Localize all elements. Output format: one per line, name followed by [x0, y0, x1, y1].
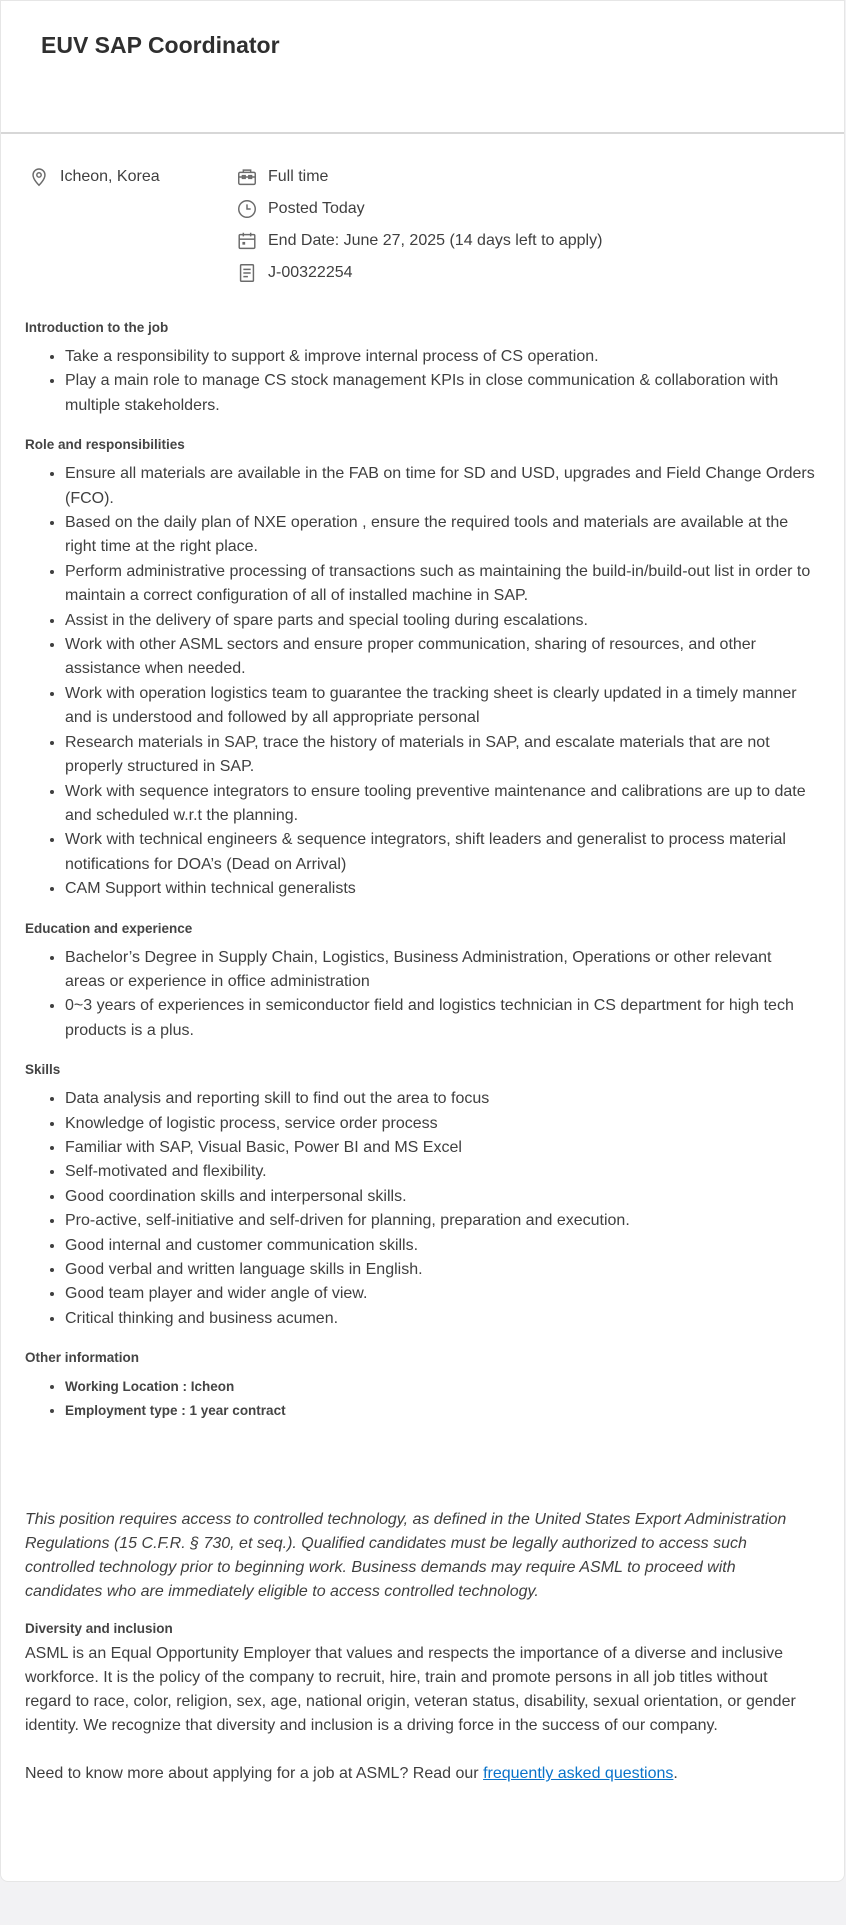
job-id-row — [236, 262, 353, 284]
list-item: • Work with other ASML sectors and ensure proper communication, sharing of resources, and other assistance when needed. — [65, 633, 815, 682]
education-heading: Education and experience — [25, 920, 193, 936]
calendar-icon — [236, 230, 258, 252]
list-item: • Play a main role to manage CS stock management KPIs in close communication & collaboration with multiple stakeholders. — [65, 369, 815, 418]
posted-row — [236, 198, 365, 220]
location-pin-icon — [28, 166, 50, 188]
job-id: J-00322254 — [268, 264, 353, 281]
list-item: • Work with sequence integrators to ensure tooling preventive maintenance and calibrations are up to date and scheduled w.r.t the planning. — [65, 780, 815, 829]
employment-row — [236, 166, 328, 188]
list-item: • Research materials in SAP, trace the history of materials in SAP, and escalate materials that are not properly structured in SAP. — [65, 731, 815, 780]
list-item: • Data analysis and reporting skill to find out the area to focus — [65, 1087, 815, 1111]
end-date: End Date: June 27, 2025 (14 days left to apply) — [268, 232, 603, 249]
faq-suffix: . — [673, 1765, 678, 1783]
list-item: • Take a responsibility to support & improve internal process of CS operation. — [65, 345, 815, 369]
briefcase-icon — [236, 166, 258, 188]
job-description — [25, 319, 815, 1786]
location-row — [28, 166, 160, 188]
list-item: • Perform administrative processing of transactions such as maintaining the build-in/build-out list in order to maintain a correct configuration of all of installed machine in SAP. — [65, 560, 815, 609]
intro-list — [25, 345, 815, 418]
end-date-row — [236, 230, 602, 252]
list-item: • Employment type : 1 year contract — [65, 1399, 815, 1423]
list-item: • Familiar with SAP, Visual Basic, Power BI and MS Excel — [65, 1136, 815, 1160]
role-list — [25, 462, 815, 901]
other-heading: Other information — [25, 1350, 139, 1366]
list-item: • 0~3 years of experiences in semiconductor field and logistics technician in CS department for high tech products is a plus. — [65, 994, 815, 1043]
job-meta — [1, 133, 846, 293]
diversity-heading: Diversity and inclusion — [25, 1621, 173, 1637]
list-item: • Good team player and wider angle of view. — [65, 1282, 815, 1306]
list-item: • Pro-active, self-initiative and self-driven for planning, preparation and execution. — [65, 1209, 815, 1233]
export-control-disclaimer: This position requires access to controlled technology, as defined in the United States Export Administration Regulations (15 C.F.R. § 730, et seq.). Qualified candidates must be legally authorized to access such controlled technology prior to beginning work. Business demands may require ASML to proceed with candidates who are immediately eligible to access controlled technology. — [25, 1511, 787, 1601]
other-list — [25, 1375, 815, 1423]
list-item: • Knowledge of logistic process, service order process — [65, 1112, 815, 1136]
list-item: • Work with operation logistics team to guarantee the tracking sheet is clearly updated in a timely manner and is understood and followed by all appropriate personal — [65, 682, 815, 731]
list-item: • Bachelor’s Degree in Supply Chain, Logistics, Business Administration, Operations or other relevant areas or experience in office administration — [65, 946, 815, 995]
clock-icon — [236, 198, 258, 220]
list-item: • Critical thinking and business acumen. — [65, 1307, 815, 1331]
document-icon — [236, 262, 258, 284]
list-item: • Self-motivated and flexibility. — [65, 1160, 815, 1184]
list-item: • Ensure all materials are available in the FAB on time for SD and USD, upgrades and Field Change Orders (FCO). — [65, 462, 815, 511]
job-location: Icheon, Korea — [60, 168, 160, 185]
posted-date: Posted Today — [268, 200, 365, 217]
list-item: • Based on the daily plan of NXE operation , ensure the required tools and materials are available at the right time at the right place. — [65, 511, 815, 560]
education-list — [25, 946, 815, 1044]
job-title: EUV SAP Coordinator — [41, 32, 280, 58]
faq-link[interactable]: frequently asked questions — [483, 1765, 674, 1783]
list-item: • Assist in the delivery of spare parts and special tooling during escalations. — [65, 609, 815, 633]
role-heading: Role and responsibilities — [25, 437, 185, 453]
diversity-text: ASML is an Equal Opportunity Employer that values and respects the importance of a diverse and inclusive workforce. It is the policy of the company to recruit, hire, train and promote persons in all job titles without regard to race, color, religion, sex, age, national origin, veteran status, disability, sexual orientation, or gender identity. We recognize that diversity and inclusion is a driving force in the success of our company. — [25, 1645, 796, 1735]
list-item: • Working Location : Icheon — [65, 1375, 815, 1399]
list-item: • Good verbal and written language skills in English. — [65, 1258, 815, 1282]
list-item: • Work with technical engineers & sequence integrators, shift leaders and generalist to process material notifications for DOA’s (Dead on Arrival) — [65, 828, 815, 877]
job-header — [1, 1, 844, 134]
list-item: • Good coordination skills and interpersonal skills. — [65, 1185, 815, 1209]
skills-heading: Skills — [25, 1062, 61, 1078]
list-item: • Good internal and customer communication skills. — [65, 1234, 815, 1258]
list-item: • CAM Support within technical generalists — [65, 877, 815, 901]
employment-type: Full time — [268, 168, 329, 185]
skills-list — [25, 1087, 815, 1331]
faq-prefix: Need to know more about applying for a job at ASML? Read our — [25, 1765, 484, 1783]
intro-heading: Introduction to the job — [25, 320, 169, 335]
faq-line — [25, 1762, 815, 1786]
